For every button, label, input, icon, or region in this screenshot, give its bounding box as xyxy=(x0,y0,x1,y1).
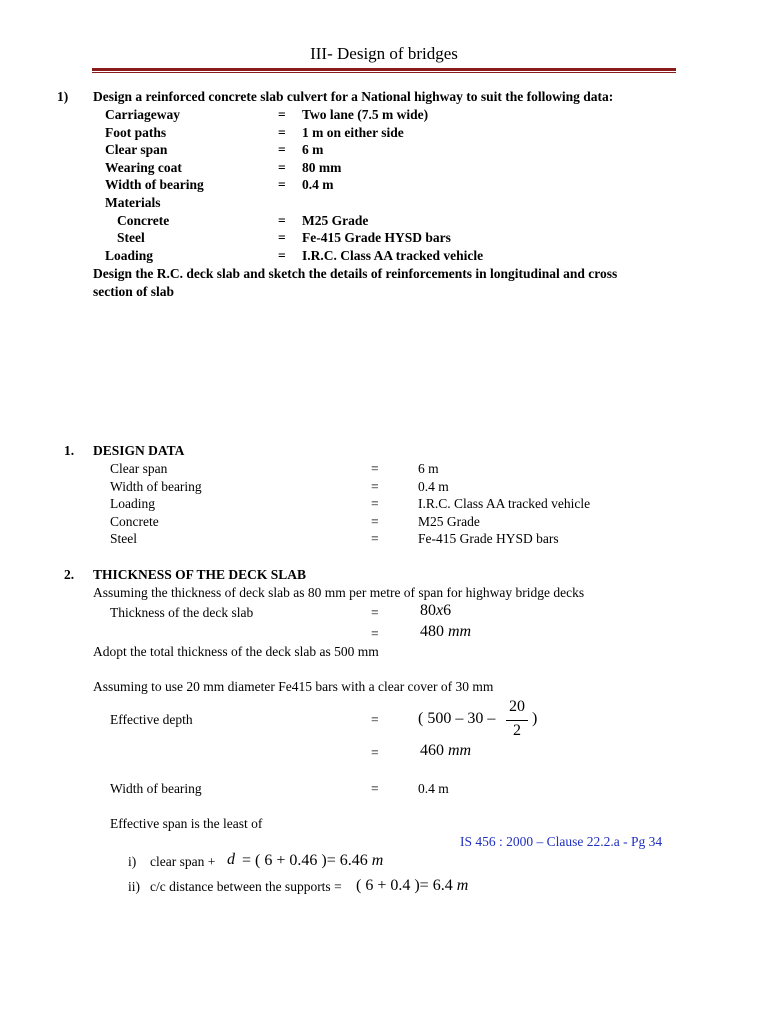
title-divider xyxy=(92,68,676,71)
section-2-heading: THICKNESS OF THE DECK SLAB xyxy=(93,567,307,582)
problem-data-value: 1 m on either side xyxy=(302,124,404,140)
problem-data-value: I.R.C. Class AA tracked vehicle xyxy=(302,247,484,263)
effective-depth-fraction-numerator: 20 xyxy=(509,698,525,715)
design-data-value: M25 Grade xyxy=(418,513,480,529)
bearing-width-label: Width of bearing xyxy=(110,781,202,796)
span-item-2-unit: m xyxy=(456,877,469,894)
problem-closing-line-1: Design the R.C. deck slab and sketch the details of reinforcements in longitudinal and cross xyxy=(93,266,618,281)
problem-data-value: 80 mm xyxy=(302,159,342,175)
design-data-label: Concrete xyxy=(110,513,159,529)
effective-depth-expr-open: ( 500 – 30 – xyxy=(418,710,496,727)
design-data-label: Width of bearing xyxy=(110,478,202,494)
section-1-number: 1. xyxy=(64,443,75,458)
design-data-value: Fe-415 Grade HYSD bars xyxy=(418,531,559,547)
problem-data-label: Foot paths xyxy=(105,124,167,140)
problem-data-label: Width of bearing xyxy=(105,177,204,193)
problem-data-label: Wearing coat xyxy=(105,159,182,175)
span-item-2-number: ii) xyxy=(128,879,140,894)
problem-data-equals: = xyxy=(278,212,286,228)
problem-data-value: Fe-415 Grade HYSD bars xyxy=(302,230,451,246)
thickness-assumption: Assuming the thickness of deck slab as 80 mm per metre of span for highway bridge decks xyxy=(93,585,585,600)
problem-data-label: Clear span xyxy=(105,142,168,158)
thickness-result-equals: = xyxy=(371,626,379,641)
effective-depth-equals: = xyxy=(371,712,379,727)
problem-data-equals: = xyxy=(278,142,286,158)
effective-depth-fraction-bar xyxy=(506,720,528,721)
problem-data-equals: = xyxy=(278,230,286,246)
bar-assumption: Assuming to use 20 mm diameter Fe415 bars with a clear cover of 30 mm xyxy=(93,679,494,694)
span-item-2-expr-value: ( 6 + 0.4 )= 6.4 xyxy=(356,877,453,894)
problem-data-label: Steel xyxy=(117,230,145,246)
effective-depth-fraction-denominator: 2 xyxy=(513,722,521,739)
bearing-width-value: 0.4 m xyxy=(418,781,449,796)
thickness-result-value: 480 xyxy=(420,623,444,640)
bearing-width-equals: = xyxy=(371,781,379,796)
design-data-label: Steel xyxy=(110,531,137,547)
problem-number: 1) xyxy=(57,89,69,104)
problem-data-equals: = xyxy=(278,177,286,193)
section-1-heading: DESIGN DATA xyxy=(93,443,185,458)
problem-data-value: 6 m xyxy=(302,142,324,158)
span-item-1-unit: m xyxy=(371,852,384,869)
problem-data-label: Carriageway xyxy=(105,107,180,122)
span-item-1-number: i) xyxy=(128,854,137,869)
span-item-1-d: d xyxy=(227,851,235,868)
problem-statement: Design a reinforced concrete slab culvert for a National highway to suit the following data: xyxy=(93,89,614,104)
thickness-result xyxy=(420,623,471,641)
effective-depth-result xyxy=(420,742,471,760)
page-title: III- Design of bridges xyxy=(310,44,458,63)
design-data-value: 0.4 m xyxy=(418,478,449,494)
effective-depth-result-value: 460 xyxy=(420,742,444,759)
title-divider-thin xyxy=(92,72,676,73)
problem-data-label: Materials xyxy=(105,195,161,210)
design-data-value: I.R.C. Class AA tracked vehicle xyxy=(418,496,591,512)
thickness-equals: = xyxy=(371,605,379,620)
design-data-equals: = xyxy=(371,461,379,476)
thickness-expr-a: 80 xyxy=(420,602,436,619)
problem-data-equals: = xyxy=(278,107,286,122)
thickness-label: Thickness of the deck slab xyxy=(110,605,254,620)
problem-data-label: Loading xyxy=(105,247,154,263)
span-item-2-expression xyxy=(356,877,468,895)
effective-depth-result-equals: = xyxy=(371,745,379,760)
problem-data-equals: = xyxy=(278,159,286,175)
effective-depth-expr-close: ) xyxy=(532,710,538,727)
span-item-1-expr-value: = ( 6 + 0.46 )= 6.46 xyxy=(242,852,368,869)
section-2-number: 2. xyxy=(64,567,75,582)
thickness-result-unit: mm xyxy=(448,623,472,640)
effective-span-intro: Effective span is the least of xyxy=(110,816,263,831)
problem-closing-line-2: section of slab xyxy=(93,284,174,299)
problem-data-value: 0.4 m xyxy=(302,177,334,193)
problem-data-equals: = xyxy=(278,124,286,140)
design-data-equals: = xyxy=(371,496,379,512)
thickness-expr-times: x xyxy=(436,602,444,619)
adopt-thickness: Adopt the total thickness of the deck slab as 500 mm xyxy=(93,644,379,659)
problem-data-equals: = xyxy=(278,247,286,263)
span-item-1-expression xyxy=(242,852,383,870)
thickness-expr-b: 6 xyxy=(443,602,452,619)
code-reference: IS 456 : 2000 – Clause 22.2.a - Pg 34 xyxy=(460,834,663,849)
span-item-1-text: clear span + xyxy=(150,854,216,869)
design-data-equals: = xyxy=(371,513,379,529)
design-data-label: Loading xyxy=(110,496,155,512)
thickness-expression xyxy=(420,602,451,620)
design-data-equals: = xyxy=(371,478,379,494)
design-data-equals: = xyxy=(371,531,379,547)
effective-depth-label: Effective depth xyxy=(110,712,193,727)
span-item-2-text: c/c distance between the supports = xyxy=(150,879,342,894)
problem-data-label: Concrete xyxy=(117,212,170,228)
problem-data-value: M25 Grade xyxy=(302,212,369,228)
effective-depth-result-unit: mm xyxy=(448,742,472,759)
problem-data-value: Two lane (7.5 m wide) xyxy=(302,107,429,122)
design-data-value: 6 m xyxy=(418,461,439,476)
design-data-label: Clear span xyxy=(110,461,168,476)
